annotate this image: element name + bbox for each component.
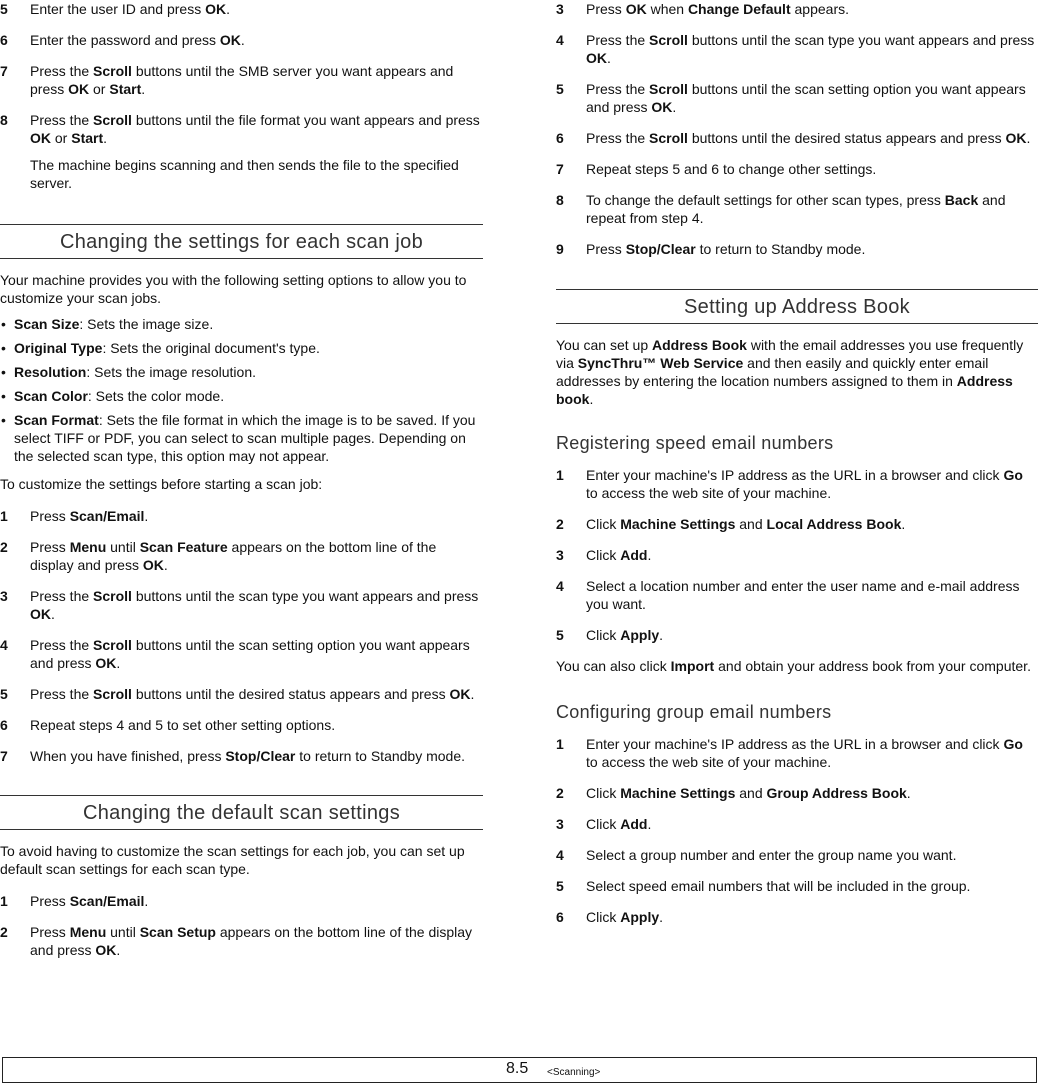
step-item: [0, 923, 483, 959]
step-text: Enter the user ID and press OK.: [30, 1, 230, 17]
steps-default-scan-cont: [556, 0, 1038, 258]
scan-option-name: Resolution: [14, 364, 87, 380]
step-item: [556, 735, 1038, 771]
section-intro-default: To avoid having to customize the scan settings for each job, you can set up default scan settings for each scan type.: [0, 843, 465, 877]
address-book-intro: You can set up Address Book with the email addresses you use frequently via SyncThru™ Web Service and then easily and quickly enter email addresses by entering the location numbers assigned to them in Address book.: [556, 337, 1024, 407]
step-number: 6: [556, 130, 564, 146]
step-text: To change the default settings for other scan types, press Back and repeat from step 4.: [586, 192, 1006, 226]
step-item: [0, 538, 483, 574]
step-number: 3: [556, 816, 564, 832]
step-number: 7: [0, 748, 8, 764]
scan-option-name: Scan Color: [14, 388, 88, 404]
step-item: [0, 892, 483, 910]
scan-option-item: • Scan Color: Sets the color mode.: [0, 387, 483, 405]
step-text: Repeat steps 5 and 6 to change other settings.: [586, 161, 877, 177]
chapter-label: <Scanning>: [547, 1067, 601, 1078]
step-number: 9: [556, 241, 564, 257]
step-text: Press the Scroll buttons until the scan setting option you want appears and press OK.: [586, 81, 1026, 115]
scan-options-list: [0, 315, 483, 465]
step-item: [556, 626, 1038, 644]
scan-option-name: Scan Format: [14, 412, 99, 428]
step-text: Click Apply.: [586, 627, 664, 643]
step-item: [556, 784, 1038, 802]
step-number: 4: [556, 847, 564, 863]
subsection-title-speed: Registering speed email numbers: [556, 433, 834, 453]
section-title-scan-job: Changing the settings for each scan job: [0, 224, 483, 259]
step-number: 5: [556, 627, 564, 643]
step-number: 4: [556, 578, 564, 594]
steps-scan-job: [0, 507, 483, 765]
page-number: 8.5: [506, 1060, 529, 1077]
step-text: Click Machine Settings and Local Address Book.: [586, 516, 906, 532]
step-text: Press Menu until Scan Feature appears on the bottom line of the display and press OK.: [30, 539, 437, 573]
step-item: [0, 747, 483, 765]
step-text: Click Add.: [586, 816, 652, 832]
step-item: [556, 80, 1038, 116]
right-column: [556, 0, 1038, 939]
step-text: Press the Scroll buttons until the scan type you want appears and press OK.: [30, 588, 479, 622]
step-text: Click Apply.: [586, 909, 664, 925]
section-title-default-scan: Changing the default scan settings: [0, 795, 483, 830]
step-number: 5: [556, 878, 564, 894]
step-text: Select speed email numbers that will be included in the group.: [586, 878, 971, 894]
step-text: Press the Scroll buttons until the SMB server you want appears and press OK or Start.: [30, 63, 454, 97]
steps-speed-email: [556, 466, 1038, 644]
step-item: [0, 636, 483, 672]
step-item: [0, 31, 483, 49]
scan-option-name: Scan Size: [14, 316, 80, 332]
step-item: [556, 577, 1038, 613]
step-text: Press the Scroll buttons until the scan setting option you want appears and press OK.: [30, 637, 470, 671]
step-number: 6: [0, 717, 8, 733]
step-number: 4: [0, 637, 8, 653]
step-text: Click Add.: [586, 547, 652, 563]
step-item: [556, 0, 1038, 18]
step-number: 2: [0, 539, 8, 555]
step-number: 6: [0, 32, 8, 48]
step-text: Press Scan/Email.: [30, 893, 149, 909]
step-number: 3: [556, 547, 564, 563]
step-number: 3: [556, 1, 564, 17]
step-number: 1: [0, 508, 8, 524]
import-note: You can also click Import and obtain your address book from your computer.: [556, 658, 1031, 674]
step-item: [556, 908, 1038, 926]
step-number: 1: [556, 467, 564, 483]
step-item: [556, 877, 1038, 895]
step-text: Select a group number and enter the group name you want.: [586, 847, 957, 863]
step-item: [0, 111, 483, 147]
step-text: Enter your machine's IP address as the URL in a browser and click Go to access the web site of your machine.: [586, 736, 1023, 770]
step-item: [556, 129, 1038, 147]
step-item: [0, 0, 483, 18]
step-text: Press the Scroll buttons until the file format you want appears and press OK or Start.: [30, 112, 480, 146]
step-number: 2: [556, 785, 564, 801]
step-number: 8: [556, 192, 564, 208]
step-text: Press Menu until Scan Setup appears on the bottom line of the display and press OK.: [30, 924, 473, 958]
step-item: [556, 546, 1038, 564]
section-title-address-book: Setting up Address Book: [556, 289, 1038, 324]
step-number: 2: [0, 924, 8, 940]
page-footer: [2, 1057, 1037, 1083]
step-item: [0, 507, 483, 525]
scan-option-item: • Scan Size: Sets the image size.: [0, 315, 483, 333]
step-item: [0, 587, 483, 623]
steps-group-email: [556, 735, 1038, 926]
scan-option-item: • Original Type: Sets the original document's type.: [0, 339, 483, 357]
step-text: Repeat steps 4 and 5 to set other setting options.: [30, 717, 336, 733]
step-item: [0, 62, 483, 98]
step-note: The machine begins scanning and then sends the file to the specified server.: [30, 157, 459, 191]
step-item: [0, 685, 483, 703]
steps-smb: [0, 0, 483, 147]
step-text: Click Machine Settings and Group Address Book.: [586, 785, 911, 801]
step-number: 1: [0, 893, 8, 909]
step-text: Press the Scroll buttons until the desired status appears and press OK.: [586, 130, 1031, 146]
step-number: 8: [0, 112, 8, 128]
step-item: [556, 846, 1038, 864]
step-item: [556, 466, 1038, 502]
step-number: 1: [556, 736, 564, 752]
step-number: 3: [0, 588, 8, 604]
section-intro: Your machine provides you with the following setting options to allow you to customize your scan jobs.: [0, 272, 467, 306]
step-text: Select a location number and enter the user name and e-mail address you want.: [586, 578, 1020, 612]
step-text: When you have finished, press Stop/Clear to return to Standby mode.: [30, 748, 466, 764]
step-text: Enter the password and press OK.: [30, 32, 245, 48]
step-number: 5: [0, 1, 8, 17]
step-text: Press OK when Change Default appears.: [586, 1, 849, 17]
step-item: [556, 240, 1038, 258]
scan-option-item: • Resolution: Sets the image resolution.: [0, 363, 483, 381]
section-lead: To customize the settings before starting a scan job:: [0, 476, 323, 492]
step-number: 5: [556, 81, 564, 97]
step-text: Press Stop/Clear to return to Standby mode.: [586, 241, 866, 257]
step-number: 7: [556, 161, 564, 177]
step-item: [556, 515, 1038, 533]
step-text: Enter your machine's IP address as the URL in a browser and click Go to access the web site of your machine.: [586, 467, 1023, 501]
step-number: 7: [0, 63, 8, 79]
steps-default-scan: [0, 892, 483, 959]
subsection-title-group: Configuring group email numbers: [556, 702, 832, 722]
step-number: 5: [0, 686, 8, 702]
step-item: [0, 716, 483, 734]
step-text: Press the Scroll buttons until the scan type you want appears and press OK.: [586, 32, 1035, 66]
step-number: 2: [556, 516, 564, 532]
step-text: Press the Scroll buttons until the desired status appears and press OK.: [30, 686, 475, 702]
scan-option-name: Original Type: [14, 340, 103, 356]
step-number: 6: [556, 909, 564, 925]
step-item: [556, 31, 1038, 67]
step-item: [556, 815, 1038, 833]
step-text: Press Scan/Email.: [30, 508, 149, 524]
scan-option-item: • Scan Format: Sets the file format in which the image is to be saved. If you select TIFF or PDF, you can select to scan multiple pages. Depending on the selected scan type, this option may not appear.: [0, 411, 483, 465]
left-column: [0, 0, 483, 972]
step-number: 4: [556, 32, 564, 48]
step-item: [556, 160, 1038, 178]
step-item: [556, 191, 1038, 227]
